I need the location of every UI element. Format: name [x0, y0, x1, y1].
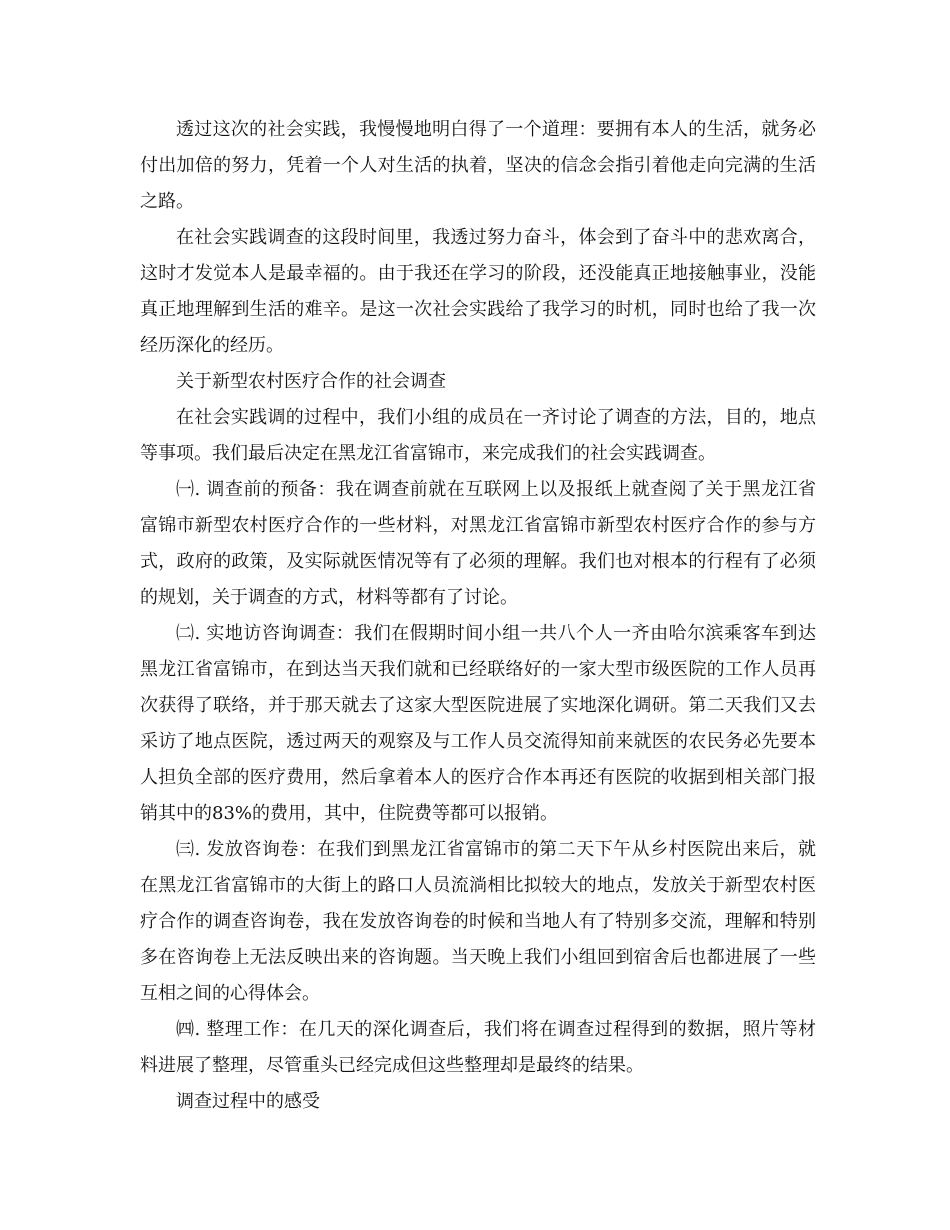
section-heading-feelings: 调查过程中的感受 [176, 1091, 320, 1112]
document-body [140, 112, 816, 1120]
paragraph-survey-intro: 在社会实践调的过程中，我们小组的成员在一齐讨论了调查的方法，目的，地点等事项。我们最后决定在黑龙江省富锦市，来完成我们的社会实践调查。 [140, 407, 816, 464]
paragraph-step-field-visit: ㈡. 实地访咨询调查：我们在假期时间小组一共八个人一齐由哈尔滨乘客车到达黑龙江省富锦市，在到达当天我们就和已经联络好的一家大型市级医院的工作人员再次获得了联络，并于那天就去了这家大型医院进展了实地深化调研。第二天我们又去采访了地点医院，透过两天的观察及与工作人员交流得知前来就医的农民务必先要本人担负全部的医疗费用，然后拿着本人的医疗合作本再还有医院的收据到相关部门报销其中的83%的费用，其中，住院费等都可以报销。 [140, 623, 816, 824]
paragraph-step-preparation: ㈠. 调查前的预备：我在调查前就在互联网上以及报纸上就查阅了关于黑龙江省富锦市新型农村医疗合作的一些材料，对黑龙江省富锦市新型农村医疗合作的参与方式，政府的政策，及实际就医情况等有了必须的理解。我们也对根本的行程有了必须的规划，关于调查的方式，材料等都有了讨论。 [140, 479, 816, 608]
paragraph-practice-lesson: 透过这次的社会实践，我慢慢地明白得了一个道理：要拥有本人的生活，就务必付出加倍的努力，凭着一个人对生活的执着，坚决的信念会指引着他走向完满的生活之路。 [140, 119, 816, 212]
paragraph-step-organizing: ㈣. 整理工作：在几天的深化调查后，我们将在调查过程得到的数据，照片等材料进展了整理，尽管重头已经完成但这些整理却是最终的结果。 [140, 1019, 816, 1076]
section-heading-survey-title: 关于新型农村医疗合作的社会调查 [176, 371, 446, 392]
paragraph-practice-reflection: 在社会实践调查的这段时间里，我透过努力奋斗，体会到了奋斗中的悲欢离合，这时才发觉本人是最幸福的。由于我还在学习的阶段，还没能真正地接触事业，没能真正地理解到生活的难辛。是这一次社会实践给了我学习的时机，同时也给了我一次经历深化的经历。 [140, 227, 816, 356]
paragraph-step-questionnaire: ㈢. 发放咨询卷：在我们到黑龙江省富锦市的第二天下午从乡村医院出来后，就在黑龙江省富锦市的大街上的路口人员流淌相比拟较大的地点，发放关于新型农村医疗合作的调查咨询卷，我在发放咨询卷的时候和当地人有了特别多交流，理解和特别多在咨询卷上无法反映出来的咨询题。当天晚上我们小组回到宿舍后也都进展了一些互相之间的心得体会。 [140, 839, 816, 1004]
